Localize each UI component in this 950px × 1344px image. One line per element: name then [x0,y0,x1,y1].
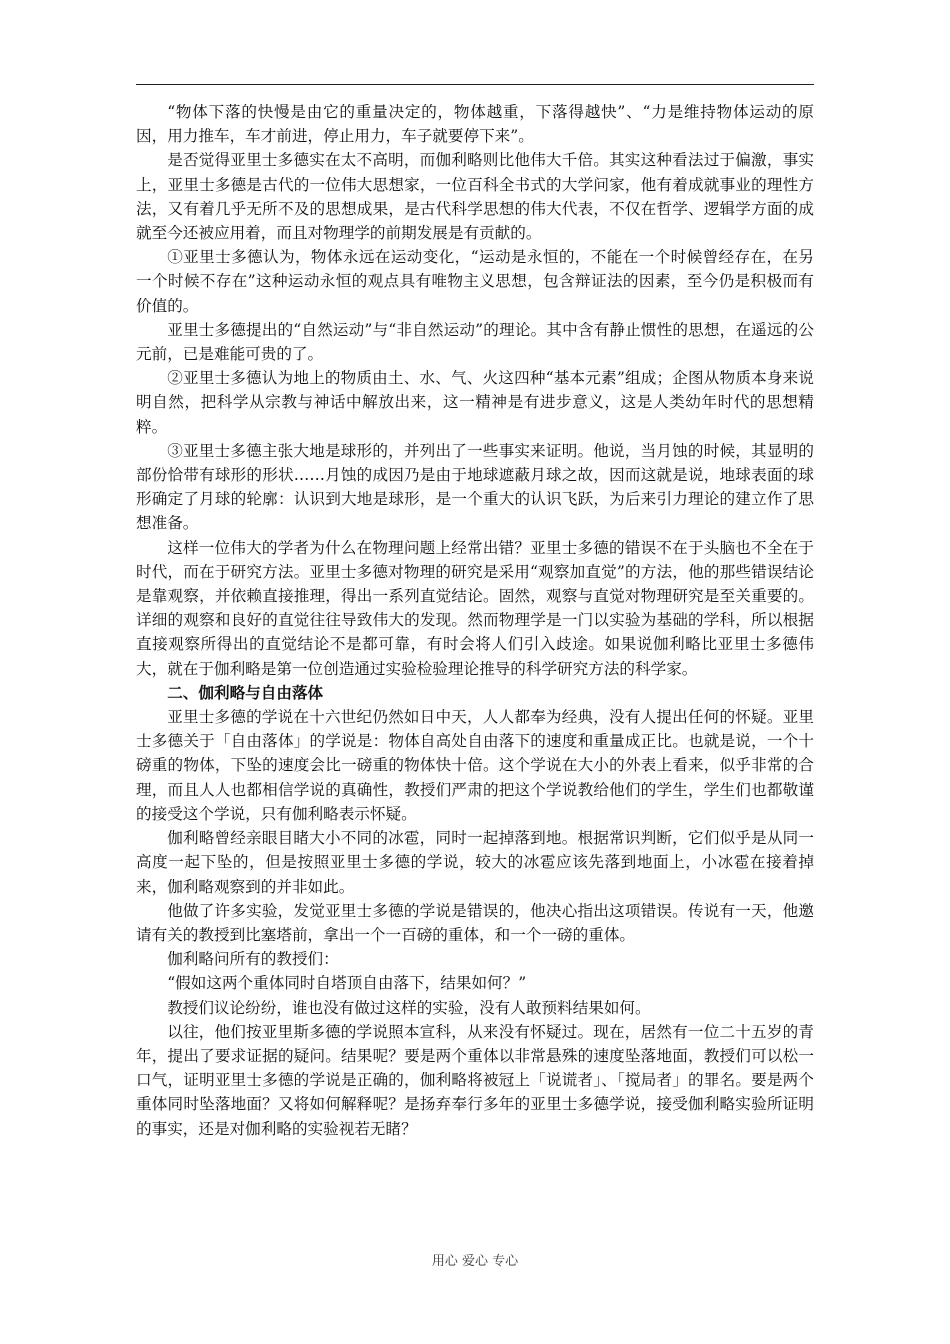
paragraph: 是否觉得亚里士多德实在太不高明，而伽利略则比他伟大千倍。其实这种看法过于偏激，事实上，亚里士多德是古代的一位伟大思想家，一位百科全书式的大学问家，他有着成就事业的理性方法，又有着几乎无所不及的思想成果，是古代科学思想的伟大代表，不仅在哲学、逻辑学方面的成就至今还被应用着，而且对物理学的前期发展是有贡献的。 [136,151,814,243]
paragraph: 伽利略问所有的教授们： [167,950,339,969]
page-footer: 用心 爱心 专心 [431,1254,519,1269]
paragraph: ③亚里士多德主张大地是球形的，并列出了一些事实来证明。他说，当月蚀的时候，其显明的部份恰带有球形的形状……月蚀的成因乃是由于地球遮蔽月球之故，因而这就是说，地球表面的球形确定了月球的轮廓：认识到大地是球形，是一个重大的认识飞跃，为后来引力理论的建立作了思想准备。 [136,441,814,533]
header-rule [136,84,814,85]
paragraph: 亚里士多德的学说在十六世纪仍然如日中天，人人都奉为经典，没有人提出任何的怀疑。亚里士多德关于「自由落体」的学说是：物体自高处自由落下的速度和重量成正比。也就是说，一个十磅重的物体，下坠的速度会比一磅重的物体快十倍。这个学说在大小的外表上看来，似乎非常的合理，而且人人也都相信学说的真确性，教授们严肃的把这个学说教给他们的学生，学生们也都敬谨的接受这个学说，只有伽利略表示怀疑。 [136,708,814,823]
paragraph: ②亚里士多德认为地上的物质由土、水、气、火这四种“基本元素”组成；企图从物质本身来说明自然，把科学从宗教与神话中解放出来，这一精神是有进步意义，这是人类幼年时代的思想精粹。 [136,369,814,436]
paragraph: 亚里士多德提出的“自然运动”与“非自然运动”的理论。其中含有静止惯性的思想，在遥远的公元前，已是难能可贵的了。 [136,320,814,364]
paragraph: ①亚里士多德认为，物体永远在运动变化，“运动是永恒的，不能在一个时候曾经存在，在另一个时候不存在”这种运动永恒的观点具有唯物主义思想，包含辩证法的因素，至今仍是积极而有价值的。 [136,248,814,315]
paragraph: 他做了许多实验，发觉亚里士多德的学说是错误的，他决心指出这项错误。传说有一天，他邀请有关的教授到比塞塔前，拿出一个一百磅的重体，和一个一磅的重体。 [136,901,814,944]
paragraph: 教授们议论纷纷，谁也没有做过这样的实验，没有人敢预料结果如何。 [167,998,651,1017]
quote-paragraph: “假如这两个重体同时自塔顶自由落下，结果如何？” [167,974,527,993]
paragraph: “物体下落的快慢是由它的重量决定的，物体越重，下落得越快”、“力是维持物体运动的原因，用力推车，车才前进，停止用力，车子就要停下来”。 [136,103,814,146]
paragraph: 这样一位伟大的学者为什么在物理问题上经常出错？亚里士多德的错误不在于头脑也不全在于时代，而在于研究方法。亚里士多德对物理的研究是采用“观察加直觉”的方法，他的那些错误结论是靠观察，并依赖直接推理，得出一系列直觉结论。固然，观察与直觉对物理研究是至关重要的。详细的观察和良好的直觉往往导致伟大的发现。然而物理学是一门以实验为基础的学科，所以根据直接观察所得出的直觉结论不是都可靠，有时会将人们引入歧途。如果说伽利略比亚里士多德伟大，就在于伽利略是第一位创造通过实验检验理论推导的科学研究方法的科学家。 [136,538,814,678]
paragraph: 伽利略曾经亲眼目睹大小不同的冰雹，同时一起掉落到地。根据常识判断，它们似乎是从同一高度一起下坠的，但是按照亚里士多德的学说，较大的冰雹应该先落到地面上，小冰雹在接着掉来，伽利略观察到的并非如此。 [136,829,814,896]
paragraph: 以往，他们按亚里斯多德的学说照本宣科，从来没有怀疑过。现在，居然有一位二十五岁的青年，提出了要求证据的疑问。结果呢？要是两个重体以非常悬殊的速度坠落地面，教授们可以松一口气，证明亚里士多德的学说是正确的，伽利略将被冠上「说谎者」、「搅局者」的罪名。要是两个重体同时坠落地面？又将如何解释呢？是扬弃奉行多年的亚里士多德学说，接受伽利略实验所证明的事实，还是对伽利略的实验视若无睹？ [136,1022,814,1138]
section-heading: 二、伽利略与自由落体 [167,683,324,702]
document-body [136,100,814,1141]
